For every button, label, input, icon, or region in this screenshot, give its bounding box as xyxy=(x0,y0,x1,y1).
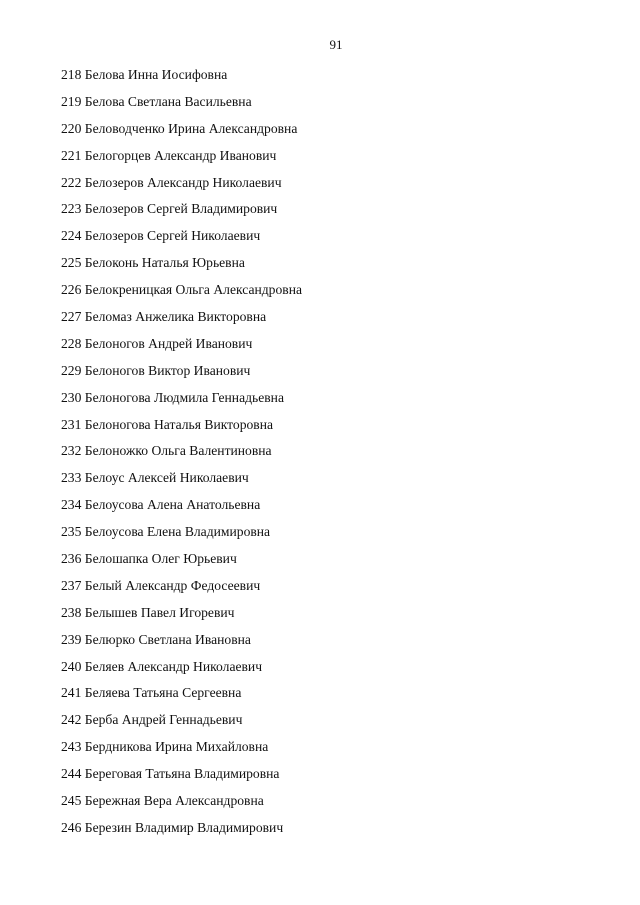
list-item: 240 Беляев Александр Николаевич xyxy=(61,658,263,674)
list-item: 238 Белышев Павел Игоревич xyxy=(61,604,235,620)
list-item: 241 Беляева Татьяна Сергеевна xyxy=(61,685,242,701)
list-item: 242 Берба Андрей Геннадьевич xyxy=(61,712,243,728)
list-item: 218 Белова Инна Иосифовна xyxy=(61,67,228,82)
list-item: 233 Белоус Алексей Николаевич xyxy=(61,470,249,486)
list-item: 246 Березин Владимир Владимирович xyxy=(61,819,284,835)
list-item: 237 Белый Александр Федосеевич xyxy=(61,577,261,593)
list-item: 232 Белоножко Ольга Валентиновна xyxy=(61,443,272,459)
list-item: 222 Белозеров Александр Николаевич xyxy=(61,174,282,190)
list-item: 231 Белоногова Наталья Викторовна xyxy=(61,416,274,432)
list-item: 219 Белова Светлана Васильевна xyxy=(61,93,252,109)
page-number: 91 xyxy=(329,37,343,52)
list-item: 244 Береговая Татьяна Владимировна xyxy=(61,766,280,782)
list-item: 228 Белоногов Андрей Иванович xyxy=(61,335,253,351)
list-item: 225 Белоконь Наталья Юрьевна xyxy=(61,255,245,271)
list-item: 230 Белоногова Людмила Геннадьевна xyxy=(61,389,284,405)
list-item: 226 Белокреницкая Ольга Александровна xyxy=(61,282,303,298)
list-item: 234 Белоусова Алена Анатольевна xyxy=(61,497,261,513)
list-item: 229 Белоногов Виктор Иванович xyxy=(61,362,251,378)
list-item: 223 Белозеров Сергей Владимирович xyxy=(61,201,278,217)
list-item: 245 Бережная Вера Александровна xyxy=(61,793,264,809)
list-item: 235 Белоусова Елена Владимировна xyxy=(61,524,271,540)
name-list xyxy=(61,66,302,846)
list-item: 220 Беловодченко Ирина Александровна xyxy=(61,120,298,136)
list-item: 221 Белогорцев Александр Иванович xyxy=(61,147,277,163)
list-item: 224 Белозеров Сергей Николаевич xyxy=(61,228,261,244)
list-item: 243 Бердникова Ирина Михайловна xyxy=(61,739,269,755)
list-item: 236 Белошапка Олег Юрьевич xyxy=(61,551,237,567)
list-item: 227 Беломаз Анжелика Викторовна xyxy=(61,309,267,325)
list-item: 239 Белюрко Светлана Ивановна xyxy=(61,631,251,647)
